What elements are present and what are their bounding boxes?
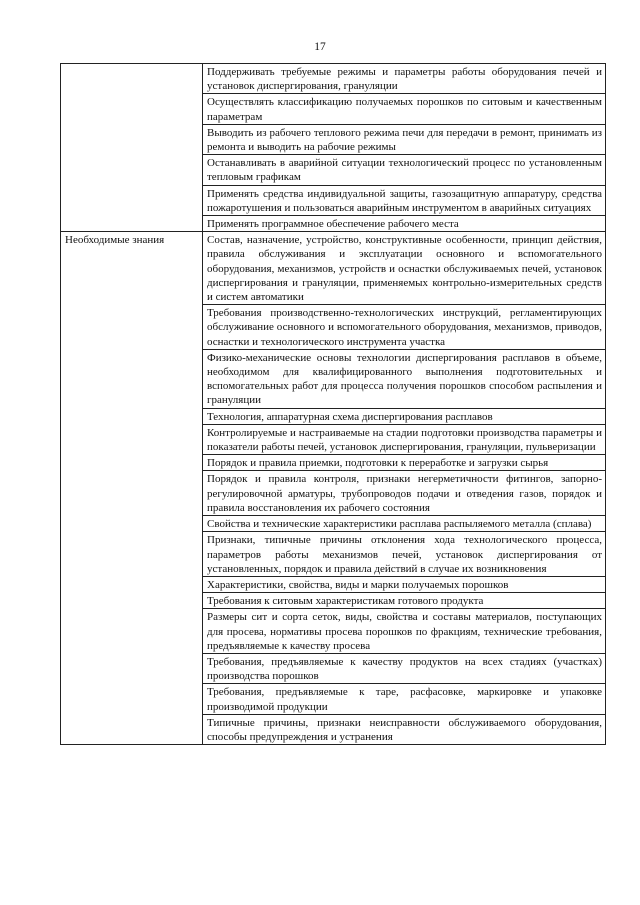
section-label-knowledge: Необходимые знания — [61, 232, 203, 745]
knowledge-row: Размеры сит и сорта сеток, виды, свойства и составы материалов, поступающих для просева, нормативы просева порошков по фракциям, технические требования, предъявляемые к качеству просева — [203, 609, 606, 654]
requirements-table — [60, 63, 606, 745]
left-cell-empty — [61, 64, 203, 232]
knowledge-row: Технология, аппаратурная схема диспергирования расплавов — [203, 408, 606, 424]
knowledge-row: Требования производственно-технологических инструкций, регламентирующих обслуживание основного и вспомогательного оборудования, механизмов, приводов, оснастки и технологического инструмента участка — [203, 305, 606, 350]
knowledge-row: Контролируемые и настраиваемые на стадии подготовки производства параметры и показатели работы печей, установок диспергирования, грануляции, пульверизации — [203, 424, 606, 454]
knowledge-row: Физико-механические основы технологии диспергирования расплавов в объеме, необходимом для квалифицированного выполнения подготовительных и вспомогательных работ для процесса получения порошков способом распыления и грануляции — [203, 349, 606, 408]
table-row — [61, 232, 606, 305]
skill-row: Применять средства индивидуальной защиты, газозащитную аппаратуру, средства пожаротушения и пользоваться аварийным инструментом в аварийных ситуациях — [203, 185, 606, 215]
table-row — [61, 64, 606, 94]
skill-row: Осуществлять классификацию получаемых порошков по ситовым и качественным параметрам — [203, 94, 606, 124]
knowledge-row: Требования к ситовым характеристикам готового продукта — [203, 593, 606, 609]
knowledge-row: Порядок и правила контроля, признаки негерметичности фитингов, запорно-регулировочной арматуры, трубопроводов подачи и отведения газов, порядок и правила восстановления их рабочего состояния — [203, 471, 606, 516]
knowledge-row: Характеристики, свойства, виды и марки получаемых порошков — [203, 576, 606, 592]
knowledge-row: Требования, предъявляемые к таре, расфасовке, маркировке и упаковке производимой продукции — [203, 684, 606, 714]
knowledge-row: Состав, назначение, устройство, конструктивные особенности, принцип действия, правила обслуживания и эксплуатации основного и вспомогательного оборудования, механизмов, устройств и оснастки обслуживаемых печей, установок диспергирования и грануляции, применяемых контрольно-измерительных средств и систем автоматики — [203, 232, 606, 305]
knowledge-row: Признаки, типичные причины отклонения хода технологического процесса, параметров работы механизмов печей, установок диспергирования от установленных, порядок и правила действий в случае их возникновения — [203, 532, 606, 577]
knowledge-row: Типичные причины, признаки неисправности обслуживаемого оборудования, способы предупреждения и устранения — [203, 714, 606, 744]
knowledge-row: Порядок и правила приемки, подготовки к переработке и загрузки сырья — [203, 455, 606, 471]
skill-row: Выводить из рабочего теплового режима печи для передачи в ремонт, принимать из ремонта и выводить на рабочие режимы — [203, 124, 606, 154]
skill-row: Поддерживать требуемые режимы и параметры работы оборудования печей и установок диспергирования, грануляции — [203, 64, 606, 94]
knowledge-row: Требования, предъявляемые к качеству продуктов на всех стадиях (участках) производства порошков — [203, 653, 606, 683]
knowledge-row: Свойства и технические характеристики расплава распыляемого металла (сплава) — [203, 516, 606, 532]
skill-row: Применять программное обеспечение рабочего места — [203, 216, 606, 232]
page-number: 17 — [314, 41, 326, 53]
skill-row: Останавливать в аварийной ситуации технологический процесс по установленным тепловым графикам — [203, 155, 606, 185]
